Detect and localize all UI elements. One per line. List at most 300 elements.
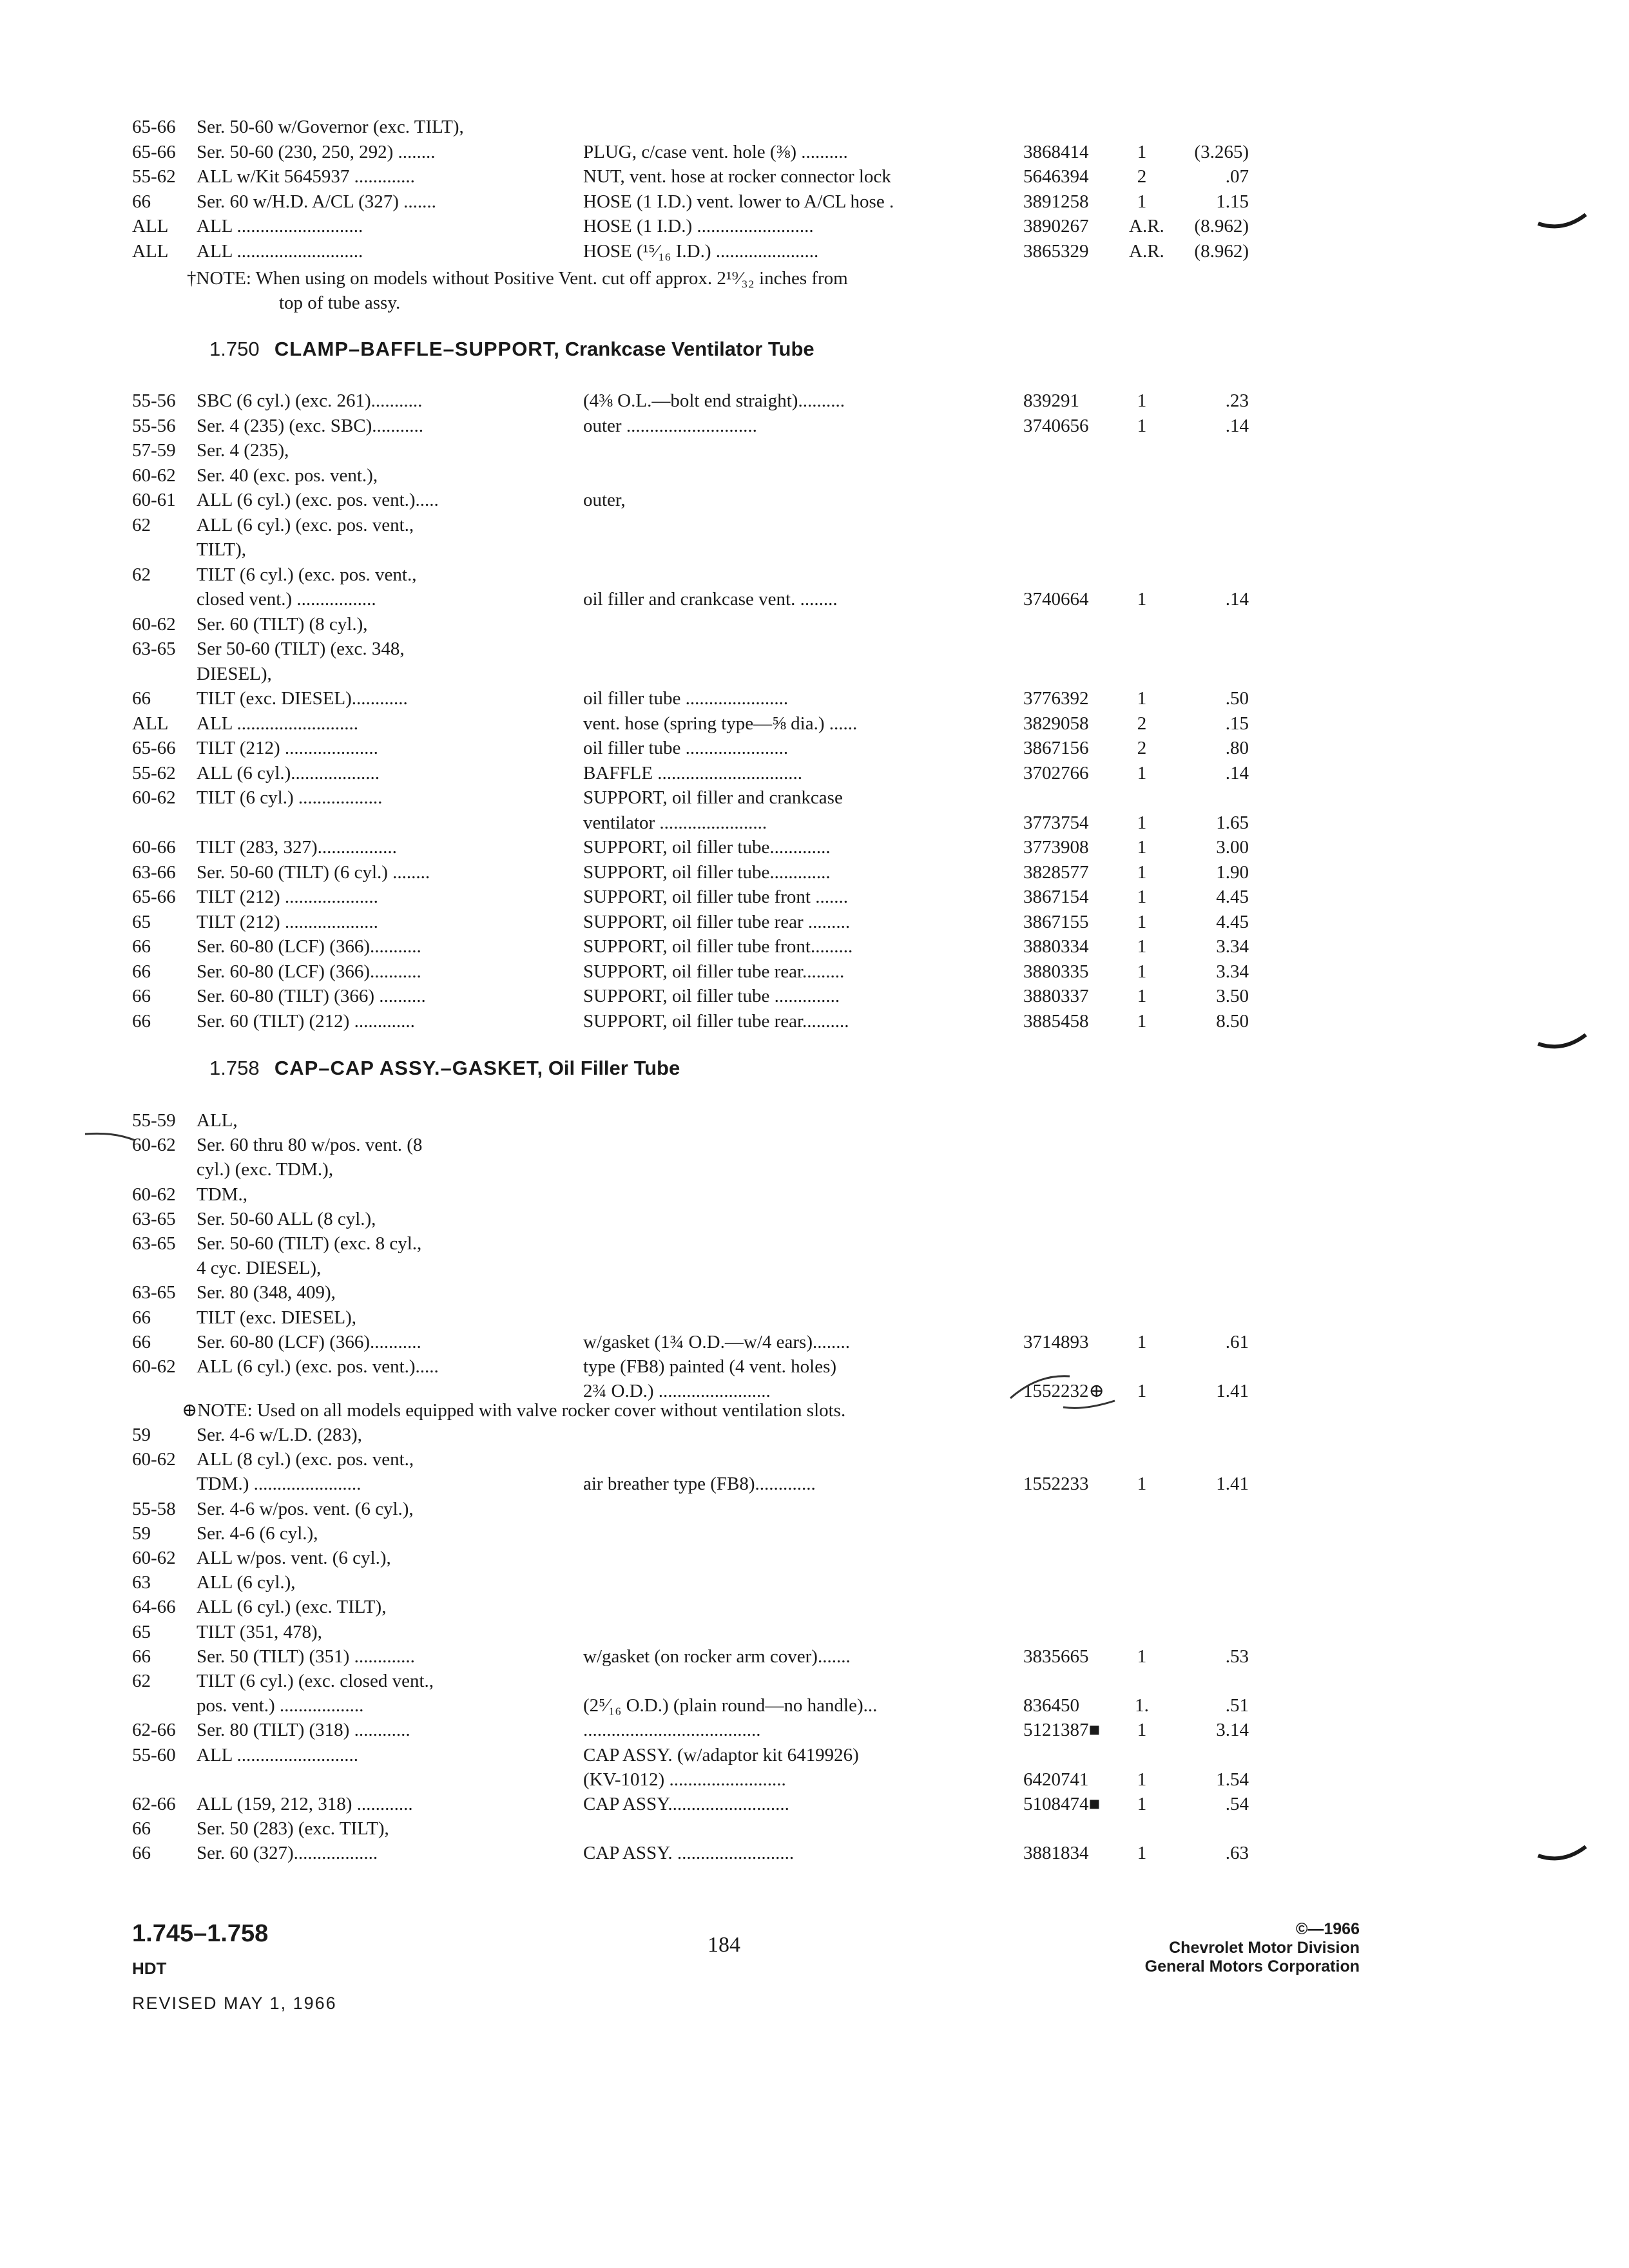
quantity: 1	[1137, 1010, 1147, 1032]
model-year: 59	[132, 1523, 151, 1544]
application: Ser. 60-80 (LCF) (366)...........	[197, 936, 421, 957]
application: TILT (212) ....................	[197, 738, 378, 758]
section-number: 1.750	[209, 338, 260, 360]
description: w/gasket (1¾ O.D.—w/4 ears)........	[583, 1331, 850, 1352]
part-number: 1552232⊕	[1023, 1381, 1104, 1402]
description: (2⁵⁄₁₆ O.D.) (plain round—no handle)...	[583, 1695, 878, 1716]
part-number: 3868414	[1023, 141, 1089, 162]
description: oil filler tube ......................	[583, 738, 789, 758]
quantity: 1	[1137, 1331, 1147, 1352]
application: Ser. 50-60 (TILT) (6 cyl.) ........	[197, 861, 430, 883]
quantity: 1	[1137, 1794, 1147, 1814]
price: 3.00	[1216, 837, 1249, 858]
application: ALL w/pos. vent. (6 cyl.),	[197, 1548, 391, 1568]
model-year: 66	[132, 961, 151, 982]
table-row	[0, 438, 1629, 463]
application: TILT (351, 478),	[197, 1621, 322, 1642]
part-number: 3867155	[1023, 911, 1089, 932]
table-row	[0, 761, 1629, 785]
table-row	[0, 1256, 1629, 1280]
note-line-1: †NOTE: When using on models without Positive Vent. cut off approx. 2¹⁹⁄₃₂ inches from	[187, 268, 848, 289]
description: SUPPORT, oil filler tube.............	[583, 837, 831, 858]
description: oil filler tube ......................	[583, 688, 789, 709]
price: .63	[1225, 1843, 1249, 1864]
model-year: 60-62	[132, 1548, 176, 1568]
table-row	[0, 115, 1629, 139]
note-line-2: top of tube assy.	[279, 293, 401, 313]
application: TDM.) .......................	[197, 1474, 361, 1495]
description: HOSE (¹⁵⁄₁₆ I.D.) ......................	[583, 240, 819, 262]
quantity: 1	[1137, 1769, 1147, 1790]
table-row	[0, 189, 1629, 214]
quantity: 1	[1137, 887, 1147, 907]
description: ventilator .......................	[583, 812, 767, 833]
quantity: 1	[1137, 1646, 1147, 1667]
price: (3.265)	[1194, 141, 1249, 162]
application: TILT (6 cyl.) (exc. pos. vent.,	[197, 564, 417, 585]
model-year: 60-62	[132, 1184, 176, 1205]
footer-section-range: 1.745–1.758	[132, 1920, 269, 1947]
model-year: 66	[132, 191, 151, 212]
quantity: 1	[1137, 390, 1147, 411]
application: TILT (283, 327).................	[197, 837, 397, 858]
application: Ser. 50-60 (230, 250, 292) ........	[197, 141, 436, 162]
price: .07	[1225, 166, 1249, 187]
model-year: 65-66	[132, 117, 176, 137]
application: SBC (6 cyl.) (exc. 261)...........	[197, 390, 423, 411]
price: .53	[1225, 1646, 1249, 1667]
binding-mark-top	[1537, 209, 1588, 235]
quantity: 2	[1137, 166, 1147, 187]
description: vent. hose (spring type—⅝ dia.) ......	[583, 713, 858, 734]
application: ALL (159, 212, 318) ............	[197, 1794, 413, 1814]
part-number: 3890267	[1023, 216, 1089, 236]
part-number: 3828577	[1023, 861, 1089, 883]
model-year: 60-62	[132, 787, 176, 808]
section-heading-1758	[209, 1055, 680, 1081]
part-number: 3891258	[1023, 191, 1089, 212]
application: ALL ...........................	[197, 240, 363, 262]
table-row	[0, 389, 1629, 413]
table-row	[0, 1157, 1629, 1182]
table-row	[0, 1767, 1629, 1792]
part-number: 3867156	[1023, 738, 1089, 758]
table-row	[0, 562, 1629, 587]
table-row	[0, 1009, 1629, 1033]
table-row	[0, 811, 1629, 835]
application: Ser. 60-80 (TILT) (366) ..........	[197, 986, 426, 1006]
application: ALL w/Kit 5645937 .............	[197, 166, 415, 187]
pen-mark-strike	[1005, 1367, 1121, 1412]
description: ......................................	[583, 1720, 761, 1741]
table-row	[0, 1423, 1629, 1447]
model-year: 63	[132, 1572, 151, 1593]
price: 1.65	[1216, 812, 1249, 833]
model-year: 65-66	[132, 141, 176, 162]
model-year: 62	[132, 564, 151, 585]
application: Ser. 4 (235),	[197, 440, 289, 461]
model-year: 60-66	[132, 837, 176, 858]
application: Ser. 40 (exc. pos. vent.),	[197, 465, 378, 486]
quantity: 1	[1137, 837, 1147, 858]
table-row	[0, 1669, 1629, 1693]
quantity: 1	[1137, 1381, 1147, 1402]
model-year: ALL	[132, 240, 169, 262]
description: CAP ASSY. (w/adaptor kit 6419926)	[583, 1744, 859, 1765]
application: Ser. 60-80 (LCF) (366)...........	[197, 961, 421, 982]
application: ALL,	[197, 1110, 238, 1131]
part-number: 3865329	[1023, 240, 1089, 262]
description: CAP ASSY..........................	[583, 1794, 789, 1814]
model-year: 60-62	[132, 613, 176, 635]
table-row	[0, 736, 1629, 760]
table-row	[0, 885, 1629, 909]
application: Ser. 60 w/H.D. A/CL (327) .......	[197, 191, 436, 212]
description: outer,	[583, 490, 626, 510]
part-number: 3829058	[1023, 713, 1089, 734]
price: 3.14	[1216, 1720, 1249, 1741]
model-year: 62-66	[132, 1720, 176, 1741]
table-row	[0, 835, 1629, 860]
quantity: 2	[1137, 713, 1147, 734]
table-row	[0, 612, 1629, 637]
model-year: 60-62	[132, 1135, 176, 1156]
binding-mark-bottom	[1537, 1841, 1588, 1867]
table-row	[0, 1472, 1629, 1496]
application: Ser. 50-60 w/Governor (exc. TILT),	[197, 117, 464, 137]
table-row	[0, 1354, 1629, 1379]
application: Ser. 80 (TILT) (318) ............	[197, 1720, 410, 1741]
quantity: 1.	[1135, 1695, 1149, 1716]
table-row	[0, 1644, 1629, 1669]
application: Ser. 60 (327)..................	[197, 1843, 378, 1864]
model-year: 55-56	[132, 390, 176, 411]
application: TILT (212) ....................	[197, 911, 378, 932]
price: (8.962)	[1194, 240, 1249, 262]
description: BAFFLE ...............................	[583, 762, 802, 783]
table-row	[0, 1231, 1629, 1256]
price: 1.90	[1216, 861, 1249, 883]
table-row	[0, 1841, 1629, 1865]
price: .61	[1225, 1331, 1249, 1352]
table-row	[0, 1280, 1629, 1305]
model-year: 66	[132, 688, 151, 709]
table-row	[0, 1207, 1629, 1231]
part-number: 3881834	[1023, 1843, 1089, 1864]
description: SUPPORT, oil filler tube front .......	[583, 887, 848, 907]
model-year: 66	[132, 1818, 151, 1840]
part-number: 5646394	[1023, 166, 1089, 187]
quantity: 1	[1137, 688, 1147, 709]
table-row	[0, 959, 1629, 984]
pen-mark-arrow	[84, 1129, 142, 1148]
section-subtitle: Crankcase Ventilator Tube	[564, 338, 815, 360]
price: 4.45	[1216, 887, 1249, 907]
quantity: 1	[1137, 1843, 1147, 1864]
application: Ser. 50 (TILT) (351) .............	[197, 1646, 415, 1667]
quantity: 1	[1137, 812, 1147, 833]
description: oil filler and crankcase vent. ........	[583, 589, 838, 610]
model-year: 65-66	[132, 738, 176, 758]
model-year: 60-62	[132, 1356, 176, 1377]
table-row	[0, 1521, 1629, 1546]
table-row	[0, 662, 1629, 686]
application: ALL (6 cyl.)...................	[197, 762, 380, 783]
quantity: 1	[1137, 911, 1147, 932]
description: SUPPORT, oil filler tube ..............	[583, 986, 840, 1006]
quantity: 1	[1137, 936, 1147, 957]
part-number: 1552233	[1023, 1474, 1089, 1495]
quantity: 1	[1137, 589, 1147, 610]
section-subtitle: Oil Filler Tube	[548, 1057, 680, 1079]
application: cyl.) (exc. TDM.),	[197, 1159, 334, 1180]
table-row	[0, 1330, 1629, 1354]
application: Ser. 60 (TILT) (8 cyl.),	[197, 613, 368, 635]
quantity: A.R.	[1129, 216, 1164, 236]
section-title: CLAMP–BAFFLE–SUPPORT,	[274, 338, 560, 360]
application: TILT (6 cyl.) (exc. closed vent.,	[197, 1671, 434, 1691]
model-year: 63-66	[132, 861, 176, 883]
table-row	[0, 513, 1629, 537]
model-year: 60-61	[132, 490, 176, 510]
price: 1.54	[1216, 1769, 1249, 1790]
table-row	[0, 1570, 1629, 1595]
model-year: 55-60	[132, 1744, 176, 1765]
application: ALL (6 cyl.) (exc. TILT),	[197, 1597, 387, 1618]
quantity: 1	[1137, 762, 1147, 783]
model-year: 63-65	[132, 639, 176, 659]
table-row	[0, 537, 1629, 562]
model-year: 65	[132, 911, 151, 932]
application: TDM.,	[197, 1184, 247, 1205]
description: outer ............................	[583, 415, 757, 436]
model-year: 62	[132, 514, 151, 535]
table-row	[0, 587, 1629, 611]
model-year: 65	[132, 1621, 151, 1642]
part-number: 3867154	[1023, 887, 1089, 907]
description: PLUG, c/case vent. hole (⅜) ..........	[583, 141, 848, 162]
part-number: 5121387■	[1023, 1720, 1101, 1741]
footer-revised: REVISED MAY 1, 1966	[132, 1994, 337, 2013]
footer-book: HDT	[132, 1959, 167, 1978]
table-row	[0, 1620, 1629, 1644]
application: Ser. 60-80 (LCF) (366)...........	[197, 1331, 421, 1352]
model-year: 55-62	[132, 762, 176, 783]
model-year: 66	[132, 1843, 151, 1864]
section-title: CAP–CAP ASSY.–GASKET,	[274, 1057, 544, 1079]
model-year: 66	[132, 936, 151, 957]
table-row	[0, 214, 1629, 238]
table-row	[0, 1447, 1629, 1472]
model-year: 60-62	[132, 1449, 176, 1470]
description: SUPPORT, oil filler tube rear .........	[583, 911, 851, 932]
table-row	[0, 1816, 1629, 1841]
quantity: 1	[1137, 141, 1147, 162]
section-number: 1.758	[209, 1057, 260, 1079]
description: type (FB8) painted (4 vent. holes)	[583, 1356, 837, 1377]
table-row	[0, 1693, 1629, 1718]
model-year: 59	[132, 1425, 151, 1445]
price: .54	[1225, 1794, 1249, 1814]
part-number: 3880337	[1023, 986, 1089, 1006]
application: Ser. 4-6 w/pos. vent. (6 cyl.),	[197, 1498, 414, 1519]
quantity: 1	[1137, 861, 1147, 883]
application: Ser. 50-60 ALL (8 cyl.),	[197, 1208, 376, 1229]
section-heading-1750	[209, 336, 815, 362]
quantity: 1	[1137, 415, 1147, 436]
table-row	[0, 1305, 1629, 1330]
part-number: 3773908	[1023, 837, 1089, 858]
model-year: 66	[132, 1010, 151, 1032]
price: 3.34	[1216, 961, 1249, 982]
model-year: 62-66	[132, 1794, 176, 1814]
table-row	[0, 1546, 1629, 1570]
part-number: 3714893	[1023, 1331, 1089, 1352]
quantity: 1	[1137, 961, 1147, 982]
application: ALL ...........................	[197, 216, 363, 236]
part-number: 3740656	[1023, 415, 1089, 436]
application: Ser. 4 (235) (exc. SBC)...........	[197, 415, 423, 436]
table-row	[0, 1182, 1629, 1207]
application: ALL (6 cyl.) (exc. pos. vent.).....	[197, 1356, 439, 1377]
table-row	[0, 239, 1629, 264]
description: SUPPORT, oil filler tube rear..........	[583, 1010, 849, 1032]
table-row	[0, 637, 1629, 661]
table-row	[0, 984, 1629, 1008]
description: SUPPORT, oil filler tube front.........	[583, 936, 853, 957]
price: .14	[1225, 589, 1249, 610]
model-year: 57-59	[132, 440, 176, 461]
table-row	[0, 1595, 1629, 1619]
application: Ser. 50 (283) (exc. TILT),	[197, 1818, 389, 1840]
price: 1.41	[1216, 1474, 1249, 1495]
description: 2¾ O.D.) ........................	[583, 1381, 771, 1402]
table-row	[0, 910, 1629, 934]
application: ALL (8 cyl.) (exc. pos. vent.,	[197, 1449, 414, 1470]
table-row	[0, 140, 1629, 164]
price: .23	[1225, 390, 1249, 411]
table-row	[0, 1497, 1629, 1521]
table-row	[0, 463, 1629, 488]
table-row	[0, 488, 1629, 512]
description: air breather type (FB8).............	[583, 1474, 816, 1495]
table-row	[0, 1743, 1629, 1767]
quantity: 1	[1137, 986, 1147, 1006]
application: Ser 50-60 (TILT) (exc. 348,	[197, 639, 405, 659]
price: (8.962)	[1194, 216, 1249, 236]
model-year: 66	[132, 986, 151, 1006]
table-row	[0, 414, 1629, 438]
table-row	[0, 1108, 1629, 1133]
price: 3.34	[1216, 936, 1249, 957]
model-year: 55-58	[132, 1498, 176, 1519]
description: CAP ASSY. .........................	[583, 1843, 795, 1864]
price: 1.41	[1216, 1381, 1249, 1402]
application: Ser. 60 thru 80 w/pos. vent. (8	[197, 1135, 423, 1156]
footer-copyright: ©—1966	[1295, 1920, 1360, 1938]
price: .15	[1225, 713, 1249, 734]
footer-division: Chevrolet Motor Division	[1169, 1939, 1360, 1957]
application: Ser. 4-6 w/L.D. (283),	[197, 1425, 362, 1445]
quantity: 1	[1137, 191, 1147, 212]
table-row	[0, 1133, 1629, 1157]
description: HOSE (1 I.D.) vent. lower to A/CL hose .	[583, 191, 894, 212]
model-year: 55-59	[132, 1110, 176, 1131]
part-number: 839291	[1023, 390, 1079, 411]
application: TILT),	[197, 539, 247, 560]
application: TILT (exc. DIESEL)............	[197, 688, 408, 709]
footer-publisher	[1044, 1920, 1360, 1976]
part-number: 836450	[1023, 1695, 1079, 1716]
table-row	[0, 686, 1629, 711]
quantity: 1	[1137, 1720, 1147, 1741]
application: TILT (212) ....................	[197, 887, 378, 907]
application: ALL (6 cyl.),	[197, 1572, 296, 1593]
description: w/gasket (on rocker arm cover).......	[583, 1646, 851, 1667]
model-year: 63-65	[132, 1233, 176, 1254]
model-year: 66	[132, 1646, 151, 1667]
part-number: 3835665	[1023, 1646, 1089, 1667]
part-number: 3773754	[1023, 812, 1089, 833]
part-number: 6420741	[1023, 1769, 1089, 1790]
model-year: 65-66	[132, 887, 176, 907]
application: pos. vent.) ..................	[197, 1695, 364, 1716]
application: 4 cyc. DIESEL),	[197, 1258, 322, 1279]
description: SUPPORT, oil filler tube rear.........	[583, 961, 845, 982]
price: 4.45	[1216, 911, 1249, 932]
model-year: 66	[132, 1331, 151, 1352]
model-year: 63-65	[132, 1208, 176, 1229]
price: 8.50	[1216, 1010, 1249, 1032]
table-row	[0, 1718, 1629, 1742]
application: DIESEL),	[197, 663, 272, 684]
table-row	[0, 1792, 1629, 1816]
table-row	[0, 711, 1629, 736]
part-number: 3885458	[1023, 1010, 1089, 1032]
part-number: 3880334	[1023, 936, 1089, 957]
model-year: 63-65	[132, 1282, 176, 1303]
model-year: ALL	[132, 713, 169, 734]
model-year: 55-56	[132, 415, 176, 436]
application: ALL (6 cyl.) (exc. pos. vent.,	[197, 514, 414, 535]
application: Ser. 50-60 (TILT) (exc. 8 cyl.,	[197, 1233, 422, 1254]
note-rocker-cover: ⊕NOTE: Used on all models equipped with valve rocker cover without ventilation slots.	[182, 1400, 846, 1421]
price: 3.50	[1216, 986, 1249, 1006]
application: TILT (6 cyl.) ..................	[197, 787, 383, 808]
description: SUPPORT, oil filler tube.............	[583, 861, 831, 883]
application: ALL (6 cyl.) (exc. pos. vent.).....	[197, 490, 439, 510]
part-number: 3702766	[1023, 762, 1089, 783]
part-number: 5108474■	[1023, 1794, 1101, 1814]
description: (KV-1012) .........................	[583, 1769, 786, 1790]
description: NUT, vent. hose at rocker connector lock	[583, 166, 891, 187]
table-row	[0, 934, 1629, 959]
quantity: A.R.	[1129, 240, 1164, 262]
model-year: 62	[132, 1671, 151, 1691]
part-number: 3880335	[1023, 961, 1089, 982]
application: TILT (exc. DIESEL),	[197, 1307, 357, 1328]
model-year: 60-62	[132, 465, 176, 486]
table-row	[0, 785, 1629, 810]
price: .51	[1225, 1695, 1249, 1716]
description: (4⅜ O.L.—bolt end straight)..........	[583, 390, 845, 411]
model-year: ALL	[132, 216, 169, 236]
part-number: 3740664	[1023, 589, 1089, 610]
price: .80	[1225, 738, 1249, 758]
footer-page-number: 184	[708, 1933, 740, 1957]
quantity: 2	[1137, 738, 1147, 758]
application: Ser. 60 (TILT) (212) .............	[197, 1010, 415, 1032]
